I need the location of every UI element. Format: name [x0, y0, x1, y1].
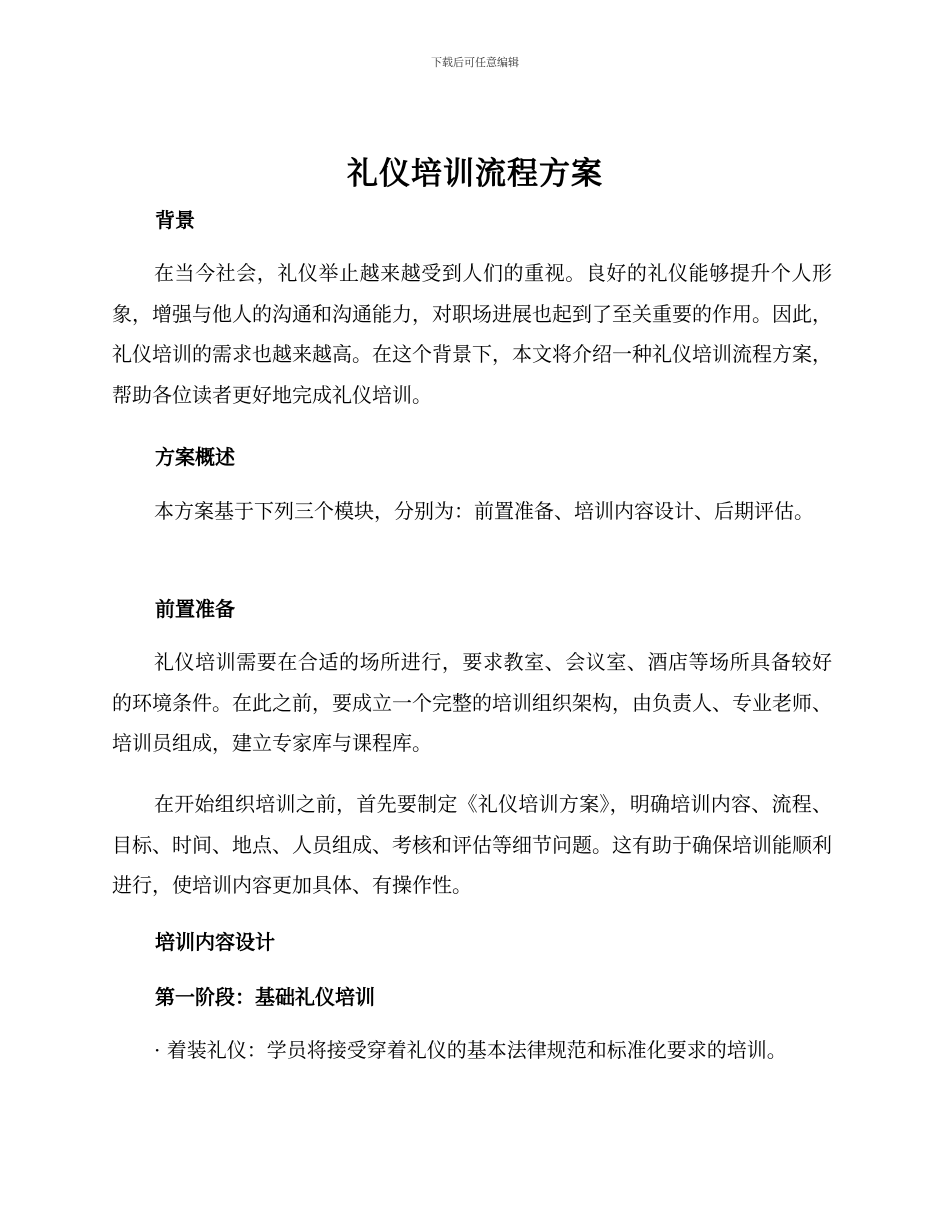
document-title: 礼仪培训流程方案	[347, 156, 603, 192]
paragraph-preparation-2: 在开始组织培训之前，首先要制定《礼仪培训方案》，明确培训内容、流程、目标、时间、地点、人员组成、考核和评估等细节问题。这有助于确保培训能顺利进行，使培训内容更加具体、有操作性。	[112, 792, 832, 897]
heading-background: 背景	[155, 208, 195, 232]
heading-preparation: 前置准备	[155, 597, 235, 621]
paragraph-preparation-1: 礼仪培训需要在合适的场所进行，要求教室、会议室、酒店等场所具备较好的环境条件。在此之前，要成立一个完整的培训组织架构，由负责人、专业老师、培训员组成，建立专家库与课程库。	[112, 650, 832, 755]
paragraph-overview: 本方案基于下列三个模块，分别为：前置准备、培训内容设计、后期评估。	[154, 499, 814, 523]
heading-overview: 方案概述	[155, 445, 235, 469]
paragraph-background: 在当今社会，礼仪举止越来越受到人们的重视。良好的礼仪能够提升个人形象，增强与他人的沟通和沟通能力，对职场进展也起到了至关重要的作用。因此，礼仪培训的需求也越来越高。在这个背景下，本文将介绍一种礼仪培训流程方案，帮助各位读者更好地完成礼仪培训。	[112, 261, 832, 407]
heading-stage1: 第一阶段：基础礼仪培训	[155, 985, 375, 1009]
page-header: 下载后可任意编辑	[431, 56, 519, 69]
list-item-dress-etiquette: · 着装礼仪：学员将接受穿着礼仪的基本法律规范和标准化要求的培训。	[154, 1038, 787, 1062]
heading-content-design: 培训内容设计	[155, 930, 275, 954]
